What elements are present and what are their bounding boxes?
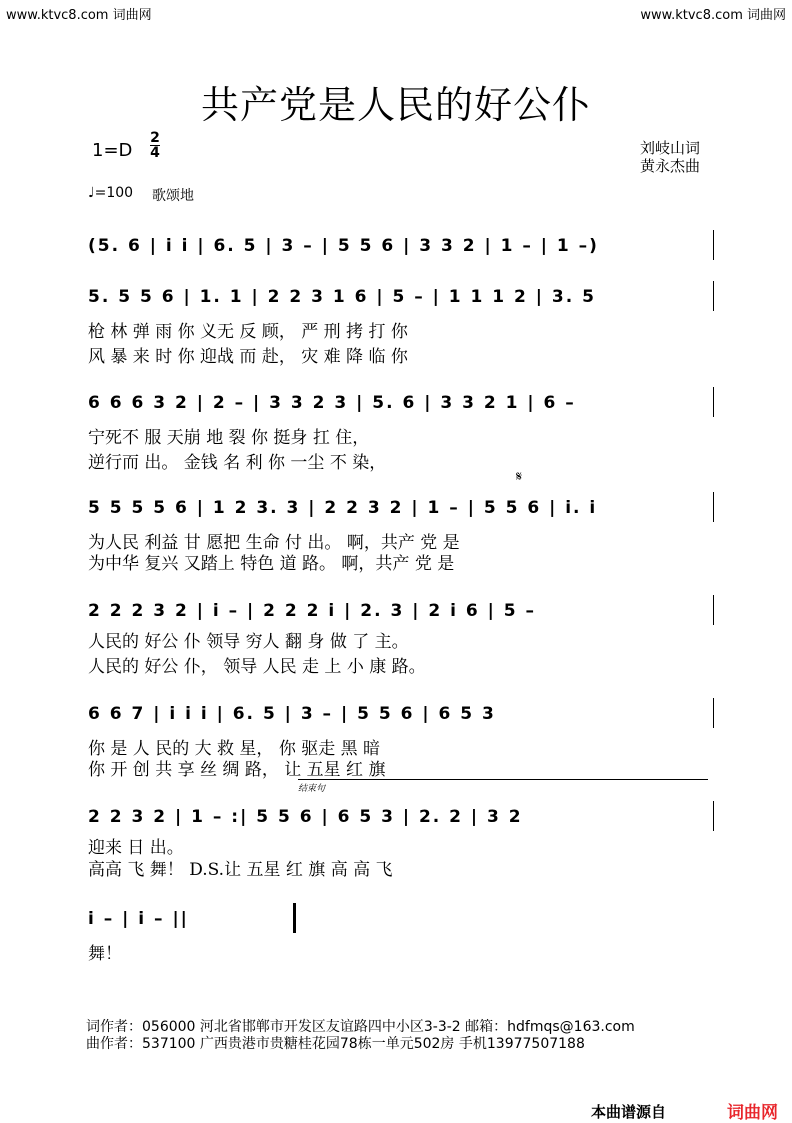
score-row-5 — [0, 597, 792, 677]
composer-address: 曲作者：537100 广西贵港市贵糖桂花园78栋一单元502房 手机13977507188 — [86, 1036, 585, 1052]
ending-bracket: 结束句 — [298, 779, 708, 794]
final-barline — [293, 903, 296, 933]
barline — [713, 281, 714, 311]
lyric-verse-2: 人民的 好公 仆， 领导 人民 走 上 小 康 路。 — [88, 657, 426, 677]
score-notes: 6 6 6 3 2 | 2 – | 3 3 2 3 | 5. 6 | 3 3 2 1 | 6 – — [88, 393, 576, 413]
score-row-8 — [0, 905, 792, 965]
site-url-left[interactable]: www.ktvc8.com 词曲网 — [6, 8, 152, 23]
lyric-verse-2: 你 开 创 共 享 丝 绸 路， 让 五星 红 旗 — [88, 760, 386, 780]
lyricist-credit: 刘岐山词 — [639, 139, 700, 157]
lyric-verse-1: 宁死不 服 天崩 地 裂 你 挺身 扛 住， — [88, 428, 370, 448]
score-notes: 5 5 5 5 6 | 1 2 3. 3 | 2 2 3 2 | 1 – | 5 5 6 | i. i — [88, 498, 598, 518]
score-row-7 — [0, 803, 792, 880]
source-label: 本曲谱源自 — [590, 1103, 666, 1121]
score-row-6 — [0, 700, 792, 794]
score-notes: 5. 5 5 6 | 1. 1 | 2 2 3 1 6 | 5 – | 1 1 1 2 | 3. 5 — [88, 287, 596, 307]
score-notes: 2 2 3 2 | 1 – :| 5 5 6 | 6 5 3 | 2. 2 | 3 2 — [88, 807, 523, 827]
segno-icon: 𝄋 — [516, 469, 523, 485]
page-title: 共产党是人民的好公仆 — [200, 83, 591, 127]
barline — [713, 492, 714, 522]
score-row-4 — [0, 494, 792, 574]
score-notes: 2 2 2 3 2 | i – | 2 2 2 i | 2. 3 | 2 i 6 | 5 – — [88, 601, 536, 621]
tempo-mark: ♩=100 — [88, 185, 134, 201]
score-notes: (5. 6 | i i | 6. 5 | 3 – | 5 5 6 | 3 3 2 | 1 – | 1 –) — [88, 236, 599, 256]
composer-credit: 黄永杰曲 — [639, 157, 700, 175]
lyric-verse-1: 舞！ — [88, 944, 122, 964]
lyricist-address: 词作者：056000 河北省邯郸市开发区友谊路四中小区3-3-2 邮箱：hdfmqs@163.com — [86, 1019, 635, 1035]
score-row-2 — [0, 283, 792, 367]
lyric-verse-1: 你 是 人 民的 大 救 星， 你 驱走 黑 暗 — [88, 739, 381, 759]
time-sig-top: 2 — [150, 130, 160, 146]
key-signature: 1=D — [92, 140, 133, 161]
score-notes: 6 6 7 | i i i | 6. 5 | 3 – | 5 5 6 | 6 5 3 — [88, 704, 496, 724]
lyric-verse-2: 为中华 复兴 又踏上 特色 道 路。 啊，共产 党 是 — [88, 554, 455, 574]
site-url-right[interactable]: www.ktvc8.com 词曲网 — [640, 8, 786, 23]
lyric-verse-2: 高高 飞 舞！ D.S.让 五星 红 旗 高 高 飞 — [88, 860, 393, 880]
lyric-verse-1: 人民的 好公 仆 领导 穷人 翻 身 做 了 主。 — [88, 632, 409, 652]
lyric-verse-1: 迎来 日 出。 — [88, 838, 184, 858]
lyric-verse-1: 为人民 利益 甘 愿把 生命 付 出。 啊，共产 党 是 — [88, 533, 460, 553]
lyric-verse-2: 风 暴 来 时 你 迎战 而 赴， 灾 难 降 临 你 — [88, 347, 408, 367]
score-notes: i – | i – || — [88, 909, 189, 929]
barline — [713, 387, 714, 417]
time-sig-bottom: 4 — [150, 145, 160, 161]
lyric-verse-2: 逆行而 出。 金钱 名 利 你 一尘 不 染， — [88, 453, 387, 473]
site-logo[interactable]: 词曲网 — [727, 1103, 778, 1123]
barline — [713, 230, 714, 260]
barline — [713, 698, 714, 728]
score-row-3 — [0, 389, 792, 485]
barline — [713, 801, 714, 831]
time-signature — [150, 131, 160, 160]
lyric-verse-1: 枪 林 弹 雨 你 义无 反 顾， 严 刑 拷 打 你 — [88, 322, 408, 342]
barline — [713, 595, 714, 625]
expression-mark: 歌颂地 — [152, 188, 194, 204]
